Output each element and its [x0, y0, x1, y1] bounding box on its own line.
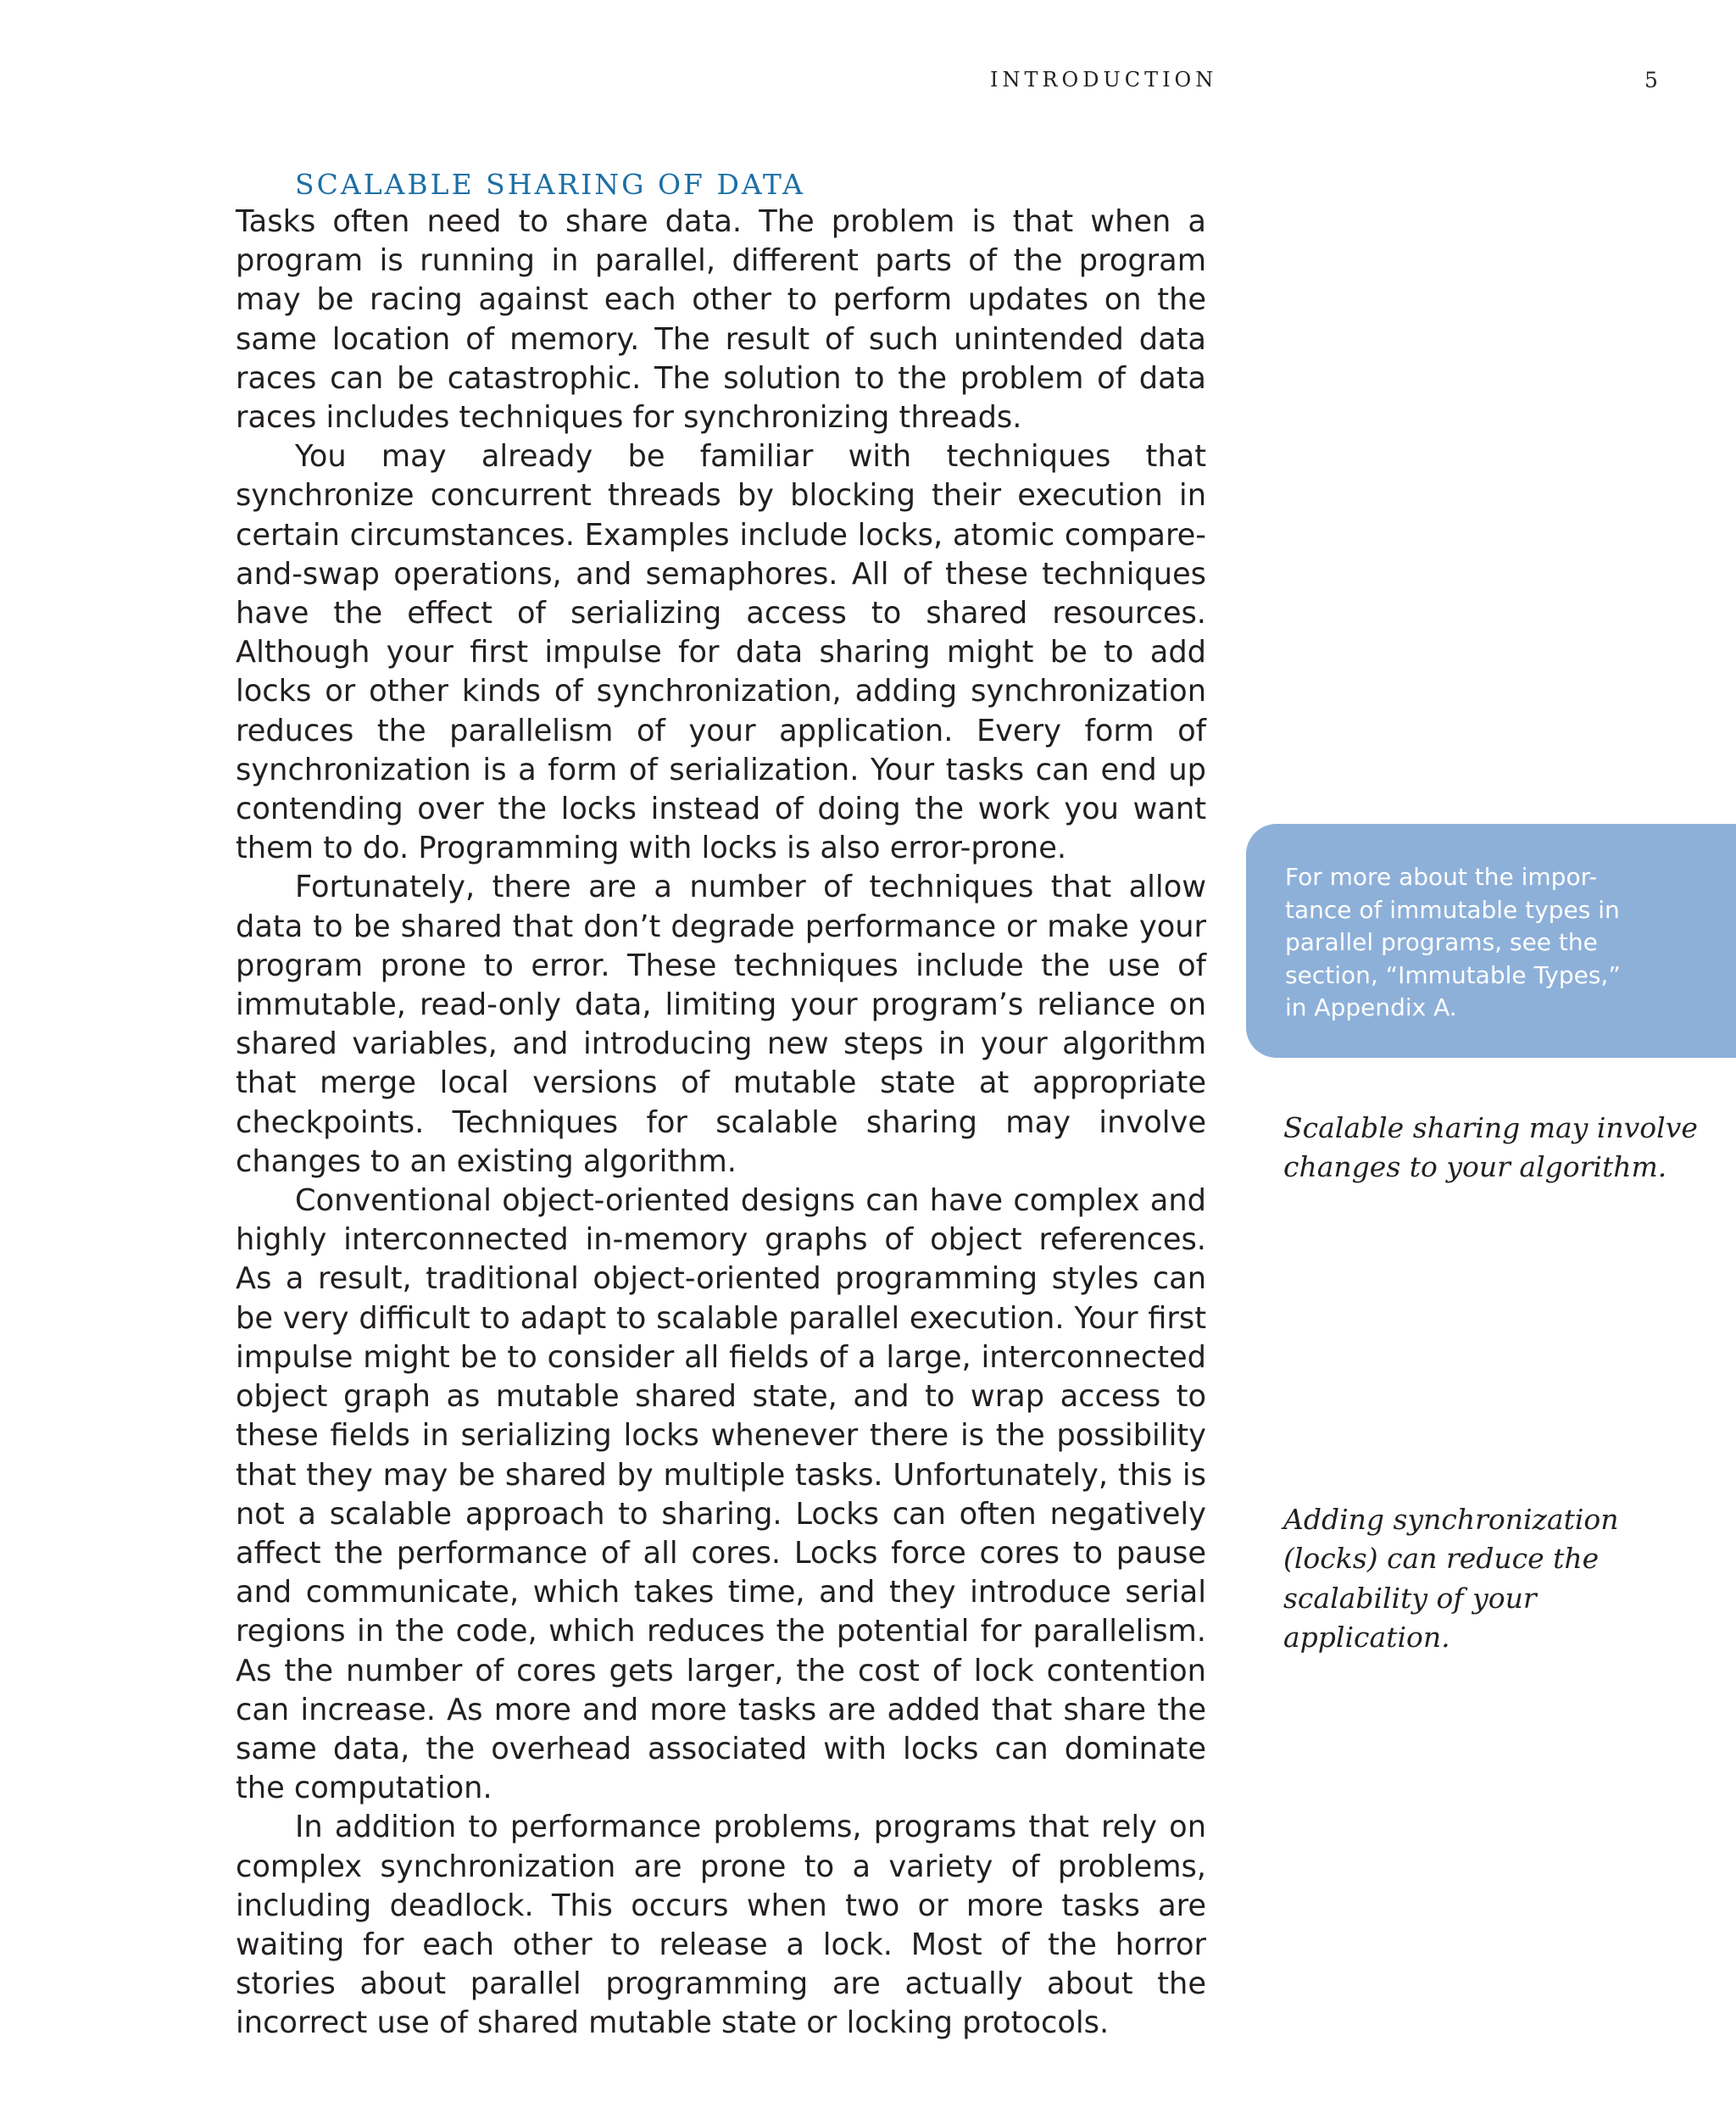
callout-text: For more about the impor- tance of immutable types in parallel programs, see the section, “Immutable Types,” in Appendix A.: [1285, 863, 1621, 1021]
paragraph-1: Tasks often need to share data. The problem is that when a program is running in parallel, different parts of the program may be racing against each other to perform updates on the same location of memory. The result of such unintended data races can be catastrophic. The solution to the problem of data races includes techniques for synchronizing threads.: [236, 204, 1206, 436]
body-text: [236, 203, 1206, 2044]
margin-note-scalable-sharing: Scalable sharing may involve changes to your algorithm.: [1283, 1111, 1698, 1184]
paragraph-2: You may already be familiar with techniques that synchronize concurrent threads by blocking their execution in certain circumstances. Examples include locks, atomic compare-and-swap operations, and semaphores. All of these techniques have the effect of serializing access to shared resources. Although your first impulse for data sharing might be to add locks or other kinds of synchronization, adding synchronization reduces the parallelism of your application. Every form of synchronization is a form of serialization. Your tasks can end up contending over the locks instead of doing the work you want them to do. Programming with locks is also error-prone.: [236, 439, 1206, 866]
page-number: 5: [1644, 68, 1658, 92]
running-head: INTRODUCTION: [990, 68, 1218, 92]
cross-reference-callout: [1246, 824, 1736, 1058]
section-heading: SCALABLE SHARING OF DATA: [295, 168, 805, 201]
paragraph-4: Conventional object-oriented designs can have complex and highly interconnected in-memory graphs of object references. As a result, traditional object-oriented programming styles can be very difficult to adapt to scalable parallel execution. Your first impulse might be to consider all fields of a large, interconnected object graph as mutable shared state, and to wrap access to these fields in serializing locks whenever there is the possibility that they may be shared by multiple tasks. Unfortunately, this is not a scalable approach to sharing. Locks can often negatively affect the performance of all cores. Locks force cores to pause and communicate, which takes time, and they introduce serial regions in the code, which reduces the potential for parallelism. As the number of cores gets larger, the cost of lock contention can increase. As more and more tasks are added that share the same data, the overhead associated with locks can dominate the computation.: [236, 1183, 1206, 1806]
margin-note-adding-synchronization: Adding synchronization (locks) can reduce the scalability of your application.: [1283, 1503, 1619, 1654]
paragraph-5: In addition to performance problems, programs that rely on complex synchronization are prone to a variety of problems, including deadlock. This occurs when two or more tasks are waiting for each other to release a lock. Most of the horror stories about parallel programming are actually about the incorrect use of shared mutable state or locking protocols.: [236, 1810, 1206, 2041]
paragraph-3: Fortunately, there are a number of techniques that allow data to be shared that don’t degrade performance or make your program prone to error. These techniques include the use of immutable, read-only data, limiting your program’s reliance on shared variables, and introducing new steps in your algorithm that merge local versions of mutable state at appropriate checkpoints. Techniques for scalable sharing may involve changes to an existing algorithm.: [236, 870, 1206, 1179]
